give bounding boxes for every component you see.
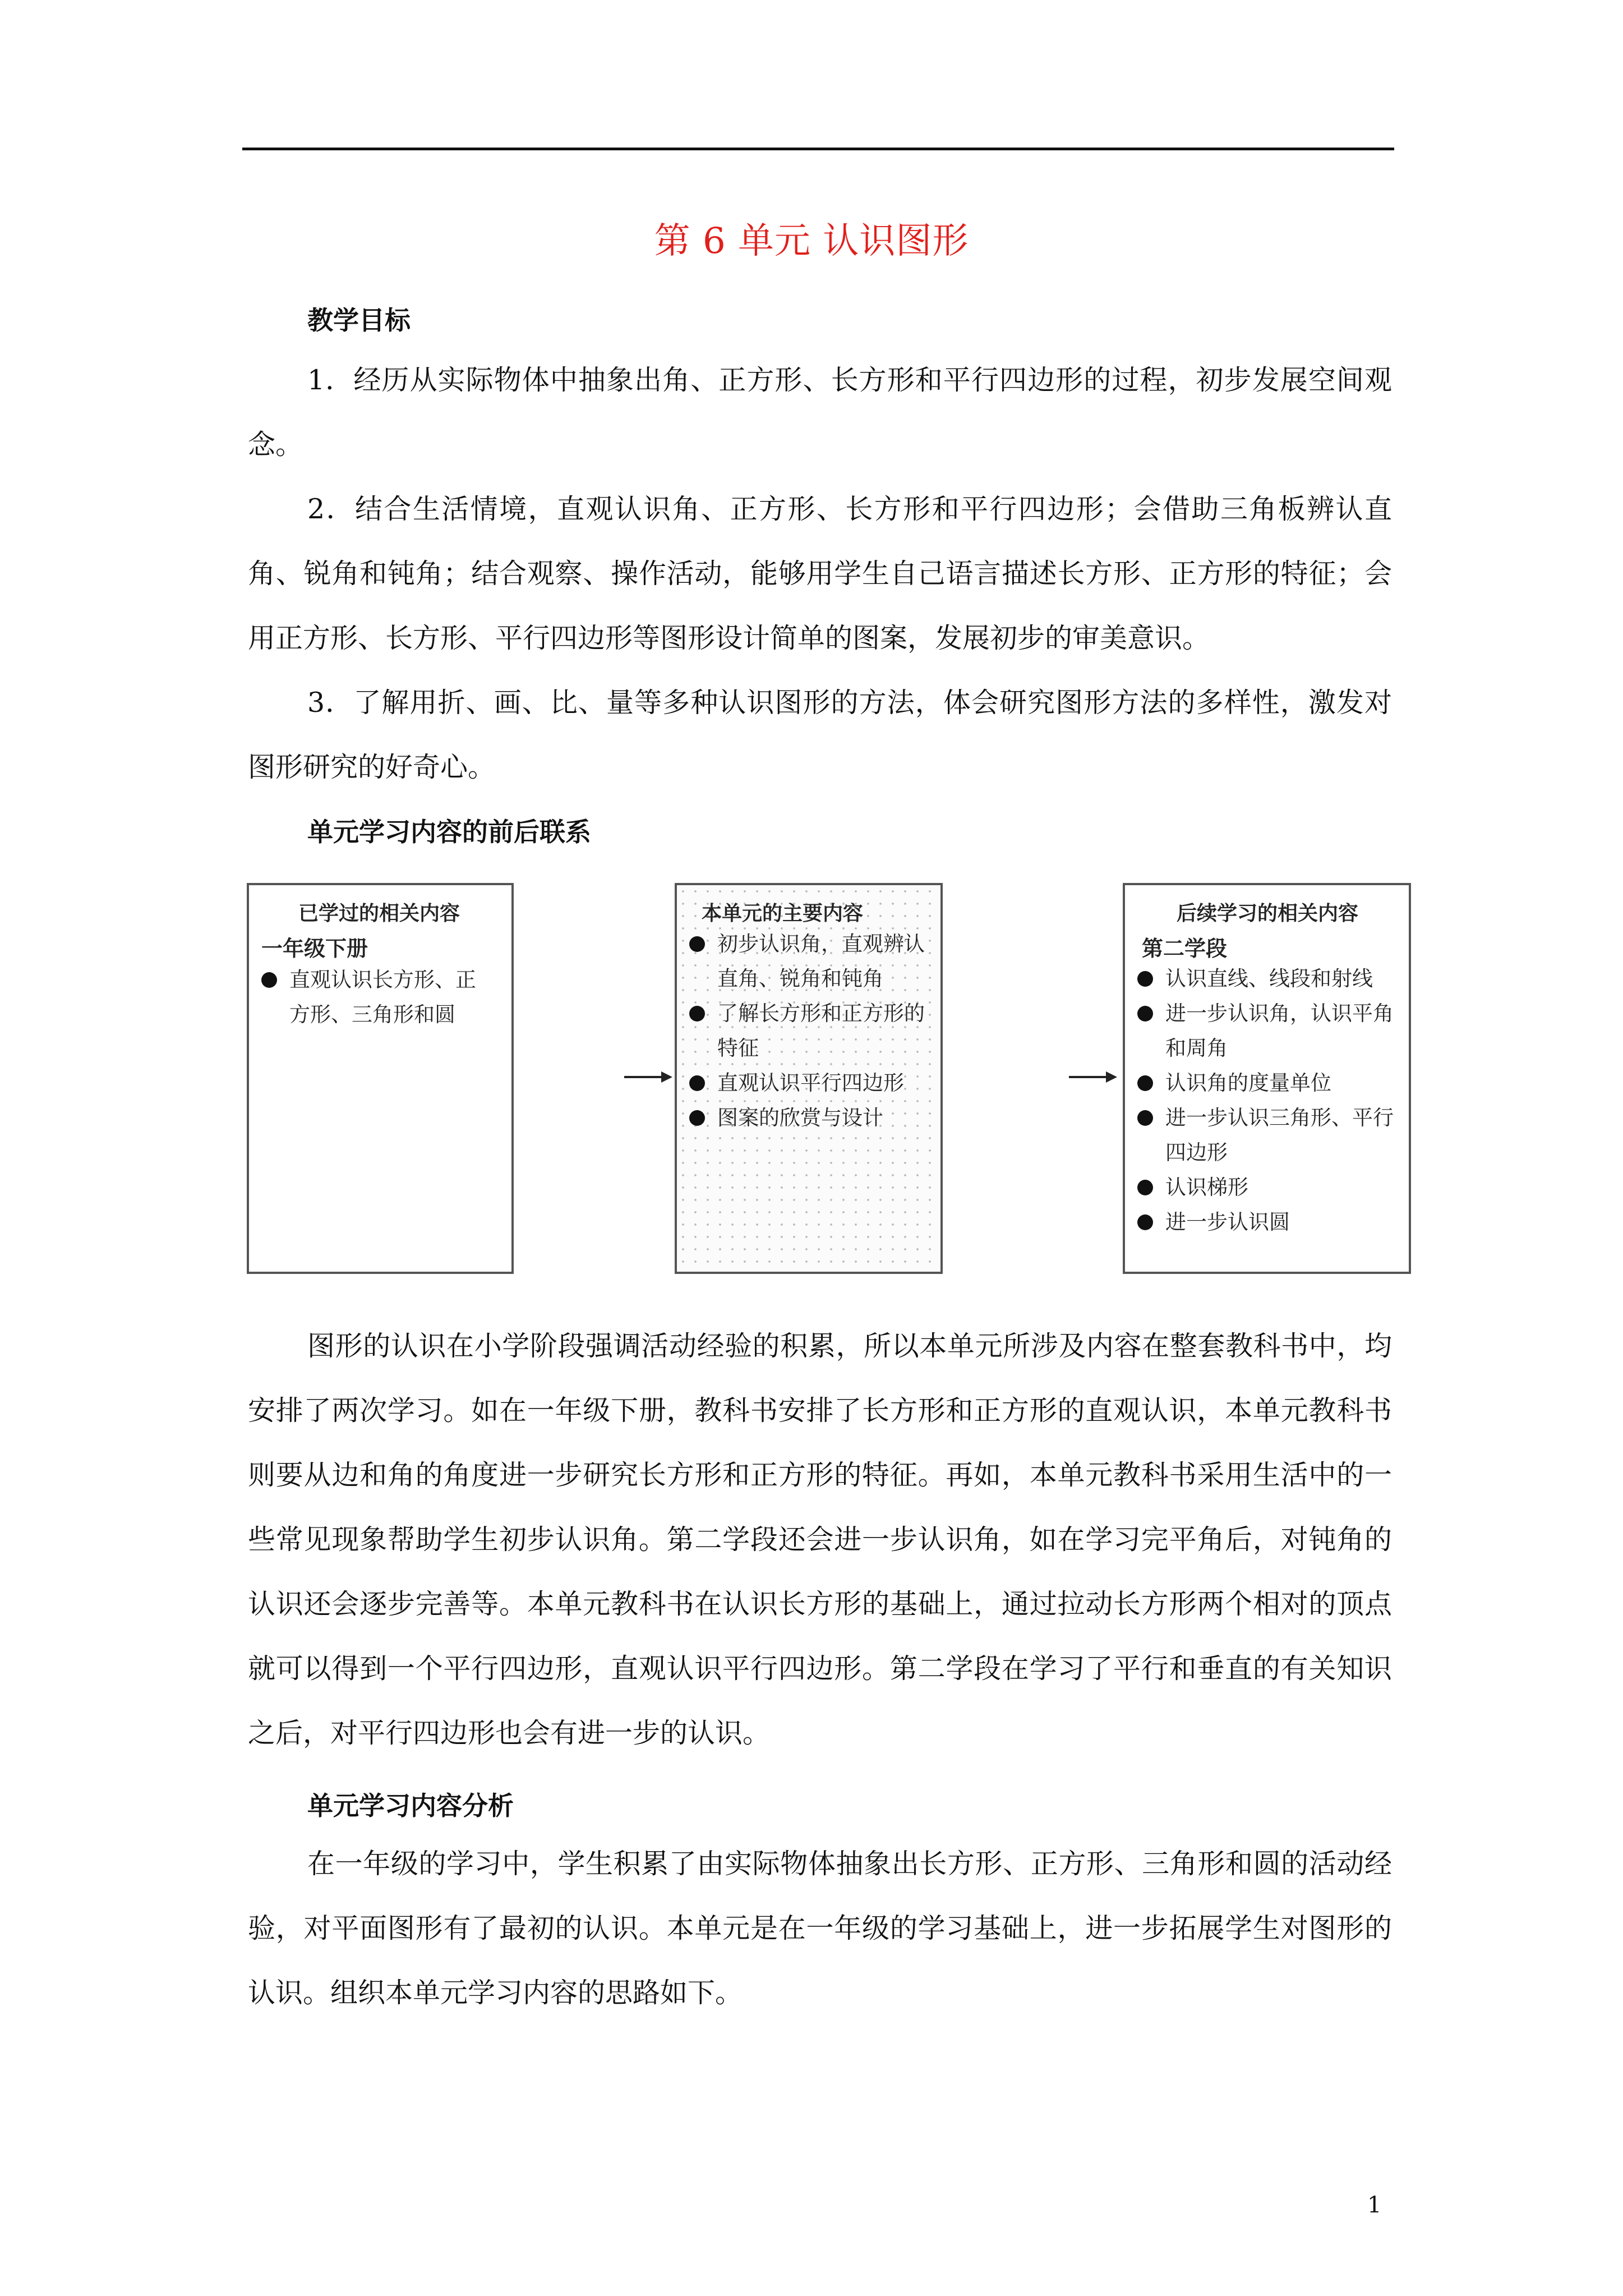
future-box-list	[1133, 961, 1396, 1240]
heading-objectives: 教学目标	[307, 305, 411, 335]
bullet-icon	[689, 936, 705, 952]
bullet-icon	[689, 1006, 705, 1022]
prior-box-header: 已学过的相关内容	[298, 902, 460, 925]
bullet-icon	[261, 972, 277, 988]
prior-box-list	[257, 963, 492, 1032]
list-item: 进一步认识角，认识平角和周角	[1133, 996, 1396, 1066]
list-item: 直观认识平行四边形	[685, 1066, 932, 1101]
page-title: 第 6 单元 认识图形	[654, 220, 969, 262]
heading-analysis: 单元学习内容分析	[307, 1791, 514, 1821]
bullet-icon	[1137, 1180, 1153, 1195]
arrow-right-icon	[624, 1071, 672, 1083]
list-item: 进一步认识三角形、平行四边形	[1133, 1101, 1396, 1170]
objective-3: 3．了解用折、画、比、量等多种认识图形的方法，体会研究图形方法的多样性，激发对图形研究的好奇心。	[248, 687, 1392, 783]
page-number: 1	[1367, 2192, 1382, 2218]
arrow-right-icon	[1069, 1071, 1117, 1083]
bullet-icon	[1137, 1075, 1153, 1091]
bullet-icon	[1137, 971, 1153, 987]
prior-content-box	[247, 883, 514, 1274]
objective-2: 2．结合生活情境，直观认识角、正方形、长方形和平行四边形；会借助三角板辨认直角、锐角和钝角；结合观察、操作活动，能够用学生自己语言描述长方形、正方形的特征；会用正方形、长方形、平行四边形等图形设计简单的图案，发展初步的审美意识。	[248, 493, 1392, 654]
connection-paragraph: 图形的认识在小学阶段强调活动经验的积累，所以本单元所涉及内容在整套教科书中，均安排了两次学习。如在一年级下册，教科书安排了长方形和正方形的直观认识，本单元教科书则要从边和角的角度进一步研究长方形和正方形的特征。再如，本单元教科书采用生活中的一些常见现象帮助学生初步认识角。第二学段还会进一步认识角，如在学习完平角后，对钝角的认识还会逐步完善等。本单元教科书在认识长方形的基础上，通过拉动长方形两个相对的顶点就可以得到一个平行四边形，直观认识平行四边形。第二学段在学习了平行和垂直的有关知识之后，对平行四边形也会有进一步的认识。	[248, 1330, 1392, 1749]
heading-connections: 单元学习内容的前后联系	[307, 817, 591, 847]
list-item: 图案的欣赏与设计	[685, 1101, 932, 1135]
bullet-icon	[1137, 1110, 1153, 1126]
list-item: 直观认识长方形、正方形、三角形和圆	[257, 963, 492, 1032]
future-box-header: 后续学习的相关内容	[1177, 902, 1359, 925]
header-rule	[242, 148, 1394, 150]
bullet-icon	[1137, 1214, 1153, 1230]
current-box-header: 本单元的主要内容	[702, 902, 864, 925]
list-item: 认识梯形	[1133, 1170, 1396, 1205]
objective-1: 1．经历从实际物体中抽象出角、正方形、长方形和平行四边形的过程，初步发展空间观念。	[248, 364, 1392, 461]
list-item: 初步认识角，直观辨认直角、锐角和钝角	[685, 927, 932, 996]
bullet-icon	[1137, 1006, 1153, 1022]
current-content-box	[675, 883, 943, 1274]
bullet-icon	[689, 1075, 705, 1091]
bullet-icon	[689, 1110, 705, 1126]
current-box-list	[685, 927, 932, 1135]
list-item: 了解长方形和正方形的特征	[685, 996, 932, 1066]
list-item: 认识角的度量单位	[1133, 1066, 1396, 1101]
prior-box-subheader: 一年级下册	[261, 936, 368, 961]
list-item: 进一步认识圆	[1133, 1205, 1396, 1240]
future-box-subheader: 第二学段	[1142, 936, 1228, 961]
analysis-paragraph: 在一年级的学习中，学生积累了由实际物体抽象出长方形、正方形、三角形和圆的活动经验，对平面图形有了最初的认识。本单元是在一年级的学习基础上，进一步拓展学生对图形的认识。组织本单元学习内容的思路如下。	[248, 1848, 1392, 2009]
list-item: 认识直线、线段和射线	[1133, 961, 1396, 996]
future-content-box	[1123, 883, 1411, 1274]
